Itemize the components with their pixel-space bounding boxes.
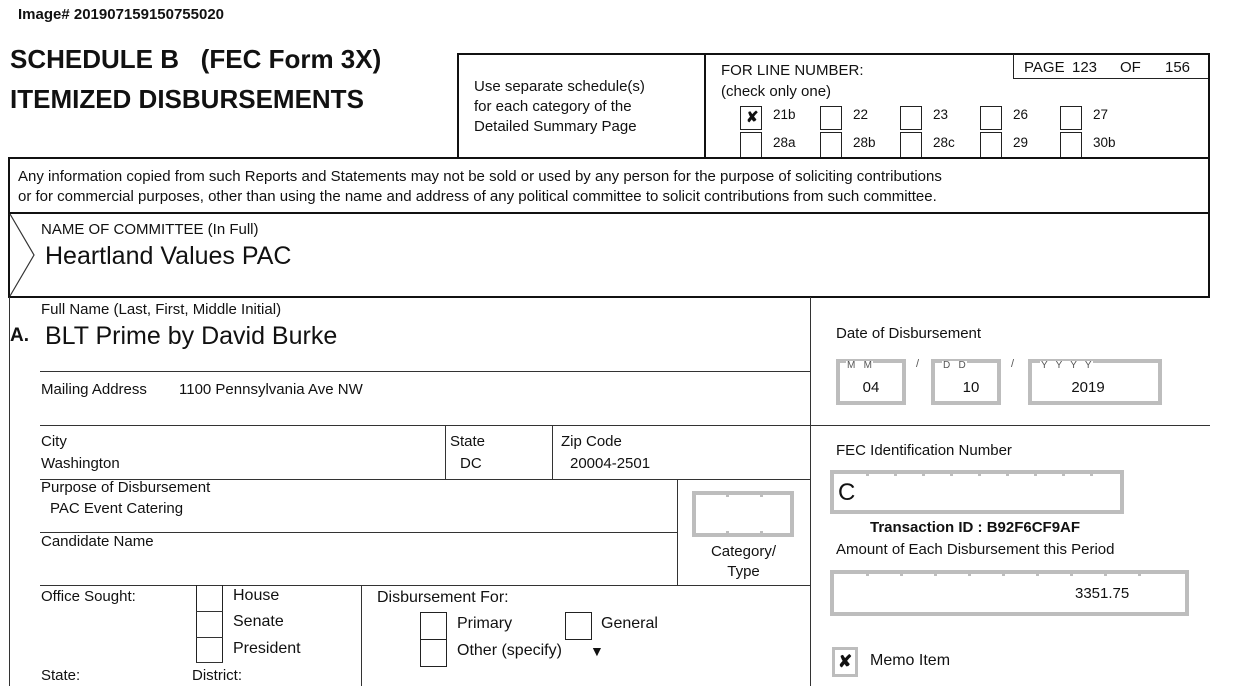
amount-tick-6: [1036, 570, 1039, 576]
other-checkbox[interactable]: [420, 639, 447, 667]
page-of: OF: [1120, 59, 1141, 76]
fec-id-label: FEC Identification Number: [836, 442, 1012, 459]
line-27-checkbox[interactable]: [1060, 106, 1082, 130]
center-divider: [810, 297, 811, 686]
page-label: PAGE: [1024, 59, 1065, 76]
notice-divider: [9, 212, 1209, 214]
office-disbursement-divider: [361, 585, 362, 686]
mailing-address: 1100 Pennsylvania Ave NW: [179, 381, 363, 398]
amount-field[interactable]: [830, 570, 1189, 616]
category-tick-3: [726, 531, 729, 537]
date-divider: [810, 425, 1210, 426]
line-30b-label: 30b: [1093, 135, 1116, 150]
notice-line-1: Any information copied from such Reports and Statements may not be sold or used by any person for the purpose of soliciting contributions: [18, 168, 942, 185]
fec-tick-6: [1006, 470, 1009, 476]
city-label: City: [41, 433, 67, 450]
payee-name: BLT Prime by David Burke: [45, 322, 338, 350]
fec-tick-4: [950, 470, 953, 476]
day-hint: D D: [943, 360, 966, 371]
month-hint: M M: [847, 360, 872, 371]
line-28b-label: 28b: [853, 135, 876, 150]
year-hint: Y Y Y Y: [1041, 360, 1092, 371]
line-23-label: 23: [933, 107, 949, 122]
other-label: Other (specify): [457, 642, 562, 659]
date-slash-2: /: [1011, 358, 1015, 370]
left-border: [9, 297, 10, 686]
line-27-label: 27: [1093, 107, 1109, 122]
line-22-label: 22: [853, 107, 869, 122]
line-26-label: 26: [1013, 107, 1029, 122]
memo-item-checkbox[interactable]: [832, 647, 858, 677]
category-tick-4: [760, 531, 763, 537]
line-29-checkbox[interactable]: [980, 132, 1002, 158]
fec-id-prefix: C: [838, 479, 856, 506]
category-label-2: Type: [727, 563, 760, 580]
line-21b-checkbox[interactable]: ✘: [740, 106, 762, 130]
memo-item-label: Memo Item: [870, 652, 951, 669]
form-title: SCHEDULE B (FEC Form 3X): [10, 44, 382, 74]
primary-checkbox[interactable]: [420, 612, 447, 640]
fec-tick-7: [1034, 470, 1037, 476]
mailing-address-label: Mailing Address: [41, 381, 147, 398]
image-id: Image# 201907159150755020: [18, 6, 225, 23]
day-value: 10: [962, 379, 980, 396]
category-label-1: Category/: [710, 543, 777, 560]
full-name-label: Full Name (Last, First, Middle Initial): [41, 301, 282, 318]
line-30b-checkbox[interactable]: [1060, 132, 1082, 158]
fec-tick-8: [1062, 470, 1065, 476]
line-number-label: FOR LINE NUMBER:: [721, 62, 864, 79]
purpose-label: Purpose of Disbursement: [41, 479, 211, 496]
fec-tick-1: [866, 470, 869, 476]
zip-label: Zip Code: [561, 433, 622, 450]
page-number: 123: [1072, 59, 1098, 76]
amount-label: Amount of Each Disbursement this Period: [836, 541, 1115, 558]
state-zip-divider: [552, 425, 553, 479]
primary-label: Primary: [457, 615, 513, 632]
down-arrow-icon: ▼: [590, 643, 604, 659]
line-29-label: 29: [1013, 135, 1029, 150]
office-sep-3: [196, 662, 223, 663]
line-28c-label: 28c: [933, 135, 955, 150]
amount-tick-3: [934, 570, 937, 576]
amount-tick-5: [1002, 570, 1005, 576]
line-21b-label: 21b: [773, 107, 796, 122]
president-checkbox[interactable]: [197, 638, 222, 662]
office-senate: Senate: [233, 613, 284, 630]
disbursement-for-label: Disbursement For:: [377, 589, 509, 606]
line-23-checkbox[interactable]: [900, 106, 922, 130]
notice-line-2: or for commercial purposes, other than using the name and address of any political committee to solicit contributions from such committee.: [18, 188, 937, 205]
page-total: 156: [1165, 59, 1191, 76]
name-line: [40, 371, 810, 372]
amount-tick-9: [1138, 570, 1141, 576]
amount-tick-2: [900, 570, 903, 576]
candidate-line: [40, 585, 810, 586]
line-26-checkbox[interactable]: [980, 106, 1002, 130]
office-house: House: [233, 587, 280, 604]
check-icon: ✘: [838, 652, 853, 671]
amount-tick-7: [1070, 570, 1073, 576]
amount-tick-4: [968, 570, 971, 576]
transaction-id: Transaction ID : B92F6CF9AF: [870, 519, 1081, 536]
zip-value: 20004-2501: [570, 455, 651, 472]
committee-name: Heartland Values PAC: [45, 242, 292, 270]
category-tick-1: [726, 491, 729, 497]
fec-id-field[interactable]: [830, 470, 1124, 514]
fec-tick-3: [922, 470, 925, 476]
date-slash-1: /: [916, 358, 920, 370]
general-checkbox[interactable]: [565, 612, 592, 640]
date-label: Date of Disbursement: [836, 325, 982, 342]
amount-tick-1: [866, 570, 869, 576]
city-value: Washington: [41, 455, 120, 472]
category-type-field[interactable]: [692, 491, 794, 537]
district-footer-label: District:: [192, 667, 242, 684]
state-value: DC: [460, 455, 482, 472]
line-28a-checkbox[interactable]: [740, 132, 762, 158]
line-28b-checkbox[interactable]: [820, 132, 842, 158]
line-28a-label: 28a: [773, 135, 796, 150]
line-22-checkbox[interactable]: [820, 106, 842, 130]
office-sought-label: Office Sought:: [41, 588, 136, 605]
entry-letter: A.: [10, 325, 29, 346]
city-state-divider: [445, 425, 446, 479]
address-line: [40, 425, 810, 426]
line-28c-checkbox[interactable]: [900, 132, 922, 158]
month-value: 04: [862, 379, 880, 396]
state-footer-label: State:: [41, 667, 81, 684]
fec-tick-5: [978, 470, 981, 476]
general-label: General: [601, 615, 658, 632]
house-checkbox[interactable]: [197, 586, 222, 611]
senate-checkbox[interactable]: [197, 612, 222, 637]
check-only-one: (check only one): [721, 83, 832, 100]
instructions-text: Use separate schedule(s) for each category of the Detailed Summary Page: [474, 78, 645, 135]
year-value: 2019: [1071, 379, 1105, 396]
fec-tick-2: [894, 470, 897, 476]
purpose-value: PAC Event Catering: [50, 500, 184, 517]
amount-tick-8: [1104, 570, 1107, 576]
committee-arrow-icon: [9, 213, 37, 297]
office-president: President: [233, 640, 301, 657]
candidate-name-label: Candidate Name: [41, 533, 154, 550]
state-label: State: [450, 433, 486, 450]
form-subtitle: ITEMIZED DISBURSEMENTS: [10, 84, 364, 114]
fec-tick-9: [1090, 470, 1093, 476]
amount-value: 3351.75: [1075, 585, 1130, 602]
category-tick-2: [760, 491, 763, 497]
committee-label: NAME OF COMMITTEE (In Full): [41, 221, 259, 238]
